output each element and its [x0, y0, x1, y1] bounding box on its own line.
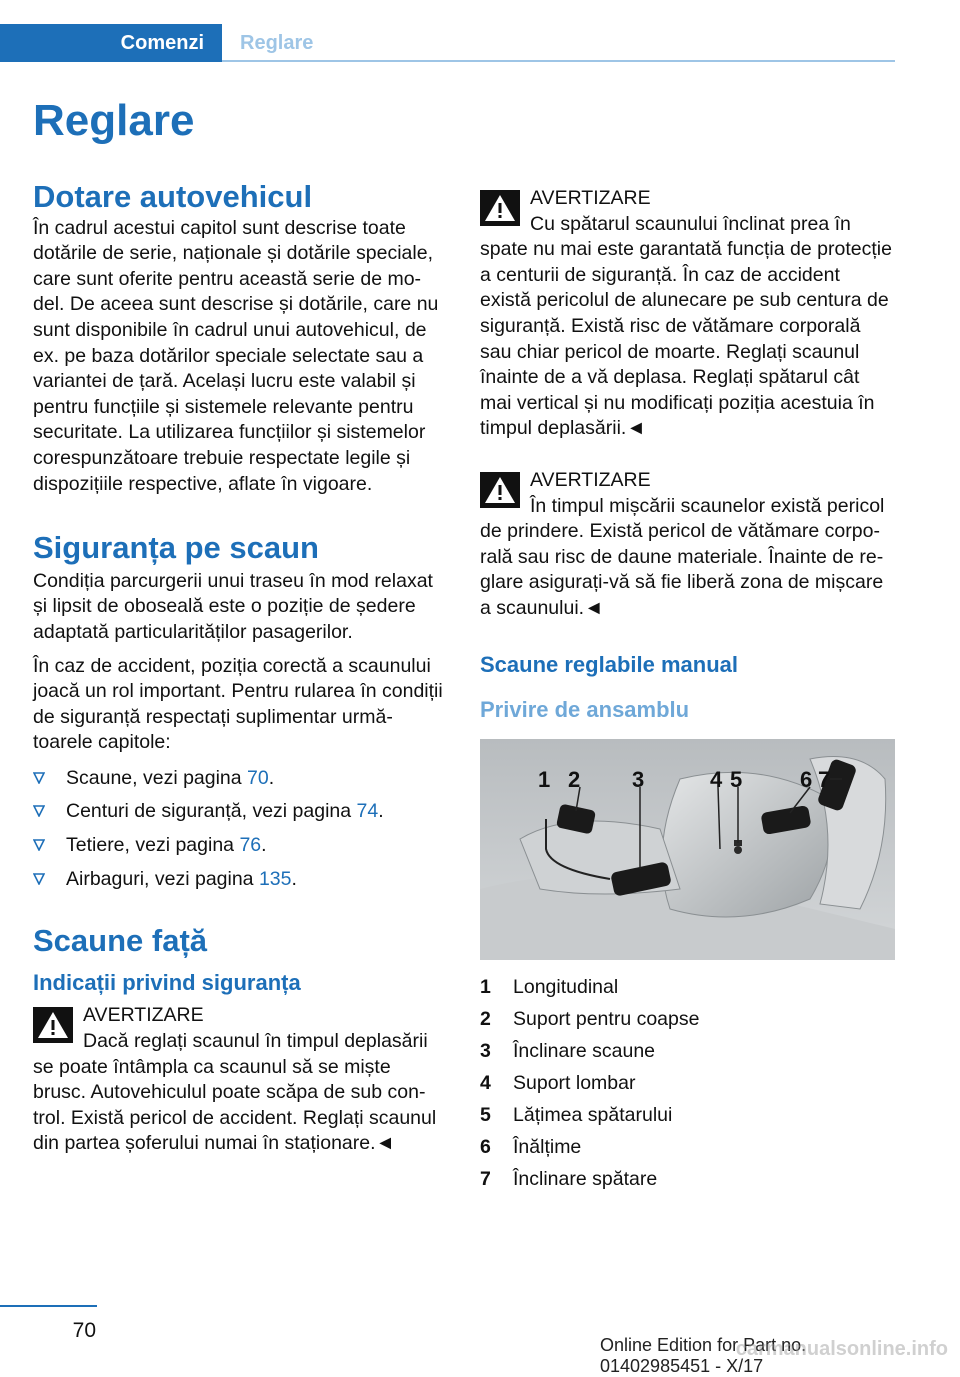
legend-number: 3: [480, 1039, 491, 1062]
edition-note: Online Edition for Part no. 01402985451 - X/17: [600, 1335, 807, 1376]
page-number: 70: [72, 1319, 96, 1342]
page-link-74[interactable]: 74: [356, 800, 379, 823]
legend-number: 2: [480, 1007, 491, 1030]
paragraph-dotare: În cadrul acestui capitol sunt descrise toate dotările de serie, naționale și dotările speciale, care sunt oferite pentru această serie de model. De aceea sunt descrise și dotările, care nu sunt disponibile în cadrul unui autovehicul, de ex. pe baza dotărilor speciale selectate sau a variantei de țară. Același lucru este valabil și pentru funcțiile și sistemele relevante pentru securitate. La utilizarea funcțiilor și sistemelor corespunzătoare trebuie respectate legile și dispozițiile respective, aflate în vigoare.: [33, 216, 439, 495]
list-item-end: .: [268, 766, 275, 789]
legend-item: [480, 972, 895, 1004]
warning-label: AVERTIZARE: [83, 1004, 204, 1027]
footer-rule: [0, 1305, 97, 1307]
right-column: [480, 186, 895, 1196]
warning-text-first: Dacă reglați scaunul în timpul deplasării: [83, 1030, 428, 1053]
left-column: [33, 180, 443, 1157]
list-item-text: Centuri de siguranță, vezi pagina: [66, 800, 357, 823]
image-label-1: 1: [538, 766, 551, 792]
legend-number: 1: [480, 975, 491, 998]
seat-controls-image: [480, 739, 895, 960]
legend-number: 7: [480, 1167, 491, 1190]
page-link-70[interactable]: 70: [247, 766, 269, 789]
legend-label: Suport lombar: [513, 1071, 636, 1094]
list-item-end: .: [378, 800, 384, 823]
legend-label: Suport pentru coapse: [513, 1007, 700, 1030]
list-item-text: Tetiere, vezi pagina: [66, 834, 240, 857]
chapter-list: [33, 766, 443, 892]
legend-label: Lățimea spătarului: [513, 1103, 673, 1126]
tab-comenzi[interactable]: Comenzi: [0, 24, 222, 62]
image-label-6: 6: [800, 766, 813, 792]
list-item-text: Scaune, vezi pagina: [66, 766, 248, 789]
warning-block: [33, 1003, 443, 1157]
triangle-bullet-icon: [33, 805, 45, 817]
legend-number: 5: [480, 1103, 491, 1126]
image-label-2: 2: [568, 766, 581, 792]
warning-block: [480, 468, 895, 622]
list-item-end: .: [291, 867, 297, 890]
warning-icon: [480, 190, 520, 226]
legend-item: [480, 1164, 895, 1196]
warning-label: AVERTIZARE: [530, 468, 651, 491]
page-link-135[interactable]: 135: [258, 867, 292, 890]
warning-icon: [480, 472, 520, 508]
list-item: [33, 833, 443, 859]
image-label-4: 4: [710, 766, 723, 792]
warning-label: AVERTIZARE: [530, 187, 651, 209]
paragraph-siguranta-1: Condiția parcurgerii unui traseu în mod relaxat și lipsit de oboseală este o poziție de ședere adaptată particularităților pasagerilor.: [33, 569, 433, 643]
image-label-5: 5: [730, 766, 743, 792]
list-item: [33, 867, 443, 893]
triangle-bullet-icon: [33, 772, 45, 784]
legend-label: Longitudinal: [513, 975, 619, 998]
triangle-bullet-icon: [33, 839, 45, 851]
image-label-7: 7: [818, 766, 831, 792]
list-item: [33, 766, 443, 792]
legend-number: 6: [480, 1135, 491, 1158]
legend-number: 4: [480, 1071, 491, 1094]
legend-item: [480, 1036, 895, 1068]
warning-text: spate nu mai este garantată funcția de protecție a centurii de siguranță. În caz de accident există pericolul de alunecare pe sub centura de siguranță. Există risc de vătămare corporală sau chiar pericol de moarte. Reglați scaunul înainte de a vă deplasa. Reglați spătarul cât mai vertical și nu modificați poziția acestuia în timpul deplasării.◄: [480, 238, 892, 440]
legend-label: Înălțime: [513, 1135, 582, 1158]
subsection-title-privire: Privire de ansamblu: [480, 697, 690, 723]
list-item-text: Airbaguri, vezi pagina: [66, 867, 259, 890]
legend-label: Înclinare spătare: [513, 1167, 658, 1190]
section-title-dotare: Dotare autovehicul: [33, 179, 313, 214]
triangle-bullet-icon: [33, 873, 45, 885]
section-title-scaune-fata: Scaune față: [33, 923, 208, 959]
legend-item: [480, 1132, 895, 1164]
subsection-title-indicatii: Indicații privind siguranța: [33, 969, 301, 995]
paragraph-siguranta-2: În caz de accident, poziția corectă a scaunului joacă un rol important. Pentru rularea în condiții de siguranță respectați suplimentar următoarele capitole:: [33, 654, 443, 754]
list-item-end: .: [261, 834, 267, 857]
warning-icon: [33, 1007, 73, 1043]
list-item: [33, 799, 443, 825]
section-title-siguranta: Siguranța pe scaun: [33, 530, 319, 566]
image-label-3: 3: [632, 766, 645, 792]
seat-controls-legend: [480, 972, 895, 1196]
legend-item: [480, 1004, 895, 1036]
header-tabs: [0, 24, 895, 62]
legend-label: Înclinare scaune: [513, 1039, 656, 1062]
warning-text-first: În timpul mișcării scaunelor există pericol: [530, 494, 885, 517]
tab-reglare[interactable]: Reglare: [240, 31, 314, 54]
warning-text: se poate întâmpla ca scaunul să se miște brusc. Autovehiculul poate scăpa de sub control. Există pericol de accident. Reglați scaunul din partea șoferului numai în staționare.◄: [33, 1055, 437, 1155]
seat-figure: [480, 739, 895, 960]
warning-text: de prindere. Există pericol de vătămare corporală sau risc de daune materiale. Înainte de reglare asigurați-vă să fie liberă zona de mișcare a scaunului.◄: [480, 520, 884, 619]
legend-item: [480, 1100, 895, 1132]
watermark: carmanualsonline.info: [735, 1338, 948, 1360]
legend-item: [480, 1068, 895, 1100]
subsection-title-scaune-reglabile: Scaune reglabile manual: [480, 651, 738, 677]
tab-underline: [222, 60, 895, 62]
warning-block: [480, 186, 895, 442]
page-title: Reglare: [33, 96, 195, 145]
warning-text-first: Cu spătarul scaunului înclinat prea în: [530, 212, 851, 235]
page-link-76[interactable]: 76: [239, 834, 262, 857]
